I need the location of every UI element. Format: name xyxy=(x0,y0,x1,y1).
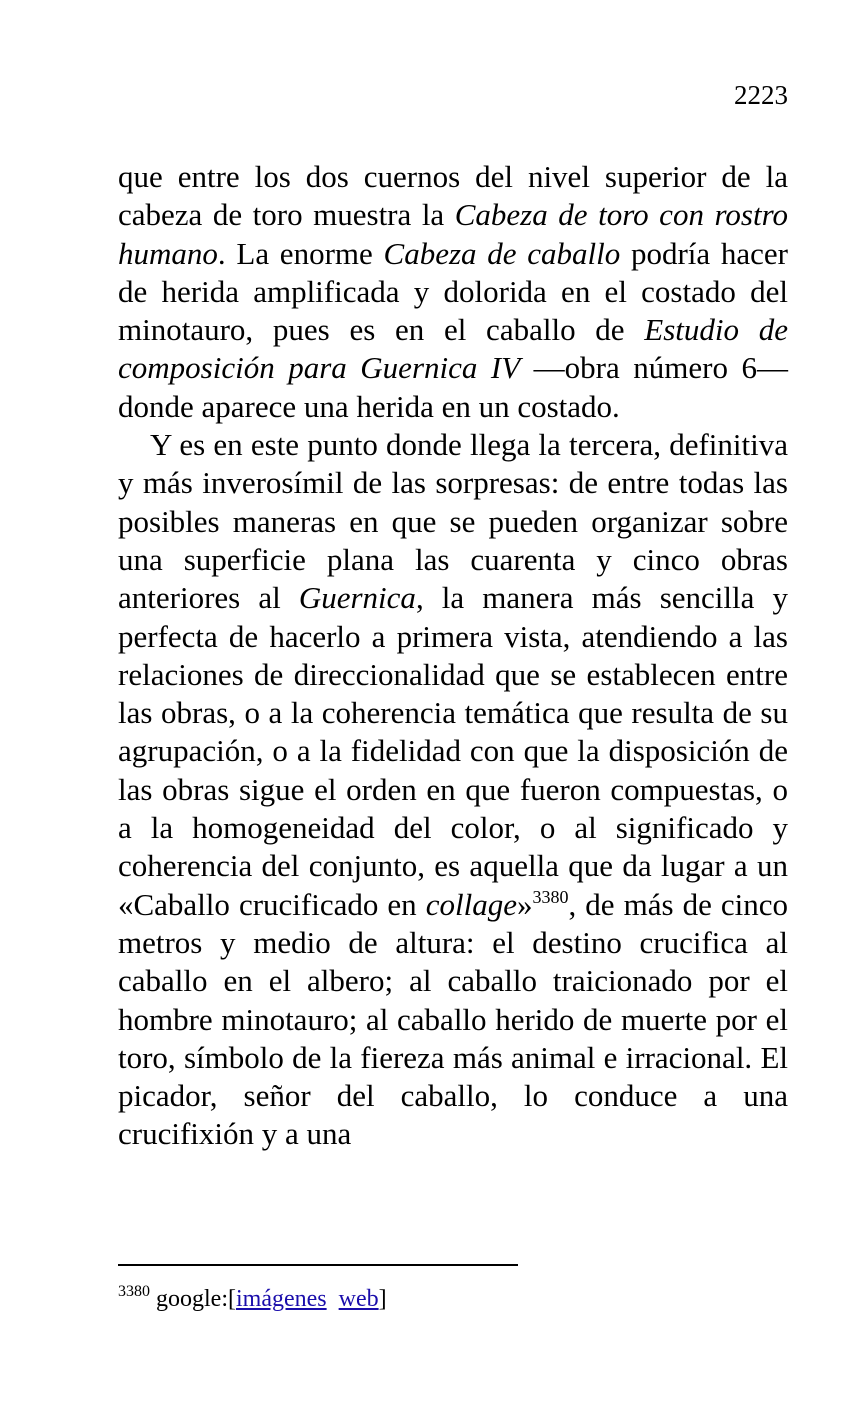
footnote-suffix: ] xyxy=(378,1286,387,1312)
italic-title: Cabeza de toro con rostro humano xyxy=(118,197,788,271)
text-segment: » xyxy=(516,886,533,922)
text-segment: —obra número 6— donde aparece una herida en un costado. xyxy=(118,350,788,424)
footnote xyxy=(118,1284,387,1314)
text-segment: , de más de cinco metros y medio de altura: el destino crucifica al caballo en el albero; al caballo traicionado por el hombre minotauro; al caballo herido de muerte por el toro, símbolo de la fiereza más animal e irracional. El picador, señor del caballo, lo conduce a una crucifixión y a una xyxy=(118,886,788,1152)
text-segment: , la manera más sencilla y perfecta de hacerlo a primera vista, atendiendo a las relaciones de direccionalidad que se establecen entre las obras, o a la coherencia temática que resulta de su agrupación, o a la fidelidad con que la disposición de las obras sigue el orden en que fueron compuestas, o a la homogeneidad del color, o al significado y coherencia del conjunto, es aquella que da lugar a un «Caballo crucificado en xyxy=(118,580,789,922)
body-text xyxy=(118,158,788,1154)
footnote-number: 3380 xyxy=(118,1283,150,1300)
footnote-divider xyxy=(118,1264,518,1266)
footnote-reference[interactable]: 3380 xyxy=(532,886,569,907)
text-segment: que entre los dos cuernos del nivel superior de la cabeza de toro muestra la xyxy=(118,159,788,233)
images-link[interactable]: imágenes xyxy=(235,1286,327,1312)
footnote-prefix: google:[ xyxy=(156,1286,236,1312)
italic-title: Cabeza de caballo xyxy=(383,235,621,271)
italic-title: Guernica xyxy=(298,580,416,616)
web-link[interactable]: web xyxy=(338,1286,379,1312)
page-number: 2223 xyxy=(734,80,788,110)
text-segment: . La enorme xyxy=(217,235,384,271)
paragraph-2 xyxy=(118,426,788,1154)
text-segment: Y es en este punto donde llega la tercera, definitiva y más inverosímil de las sorpresas: de entre todas las posibles maneras en que se pueden organizar sobre una superficie plana las cuarenta y cinco obras anteriores al xyxy=(118,427,788,616)
paragraph-1 xyxy=(118,158,788,426)
italic-title: Estudio de composición para Guernica IV xyxy=(118,312,788,386)
text-segment: podría hacer de herida amplificada y dolorida en el costado del minotauro, pues es en el caballo de xyxy=(118,235,789,348)
italic-word: collage xyxy=(425,886,517,922)
